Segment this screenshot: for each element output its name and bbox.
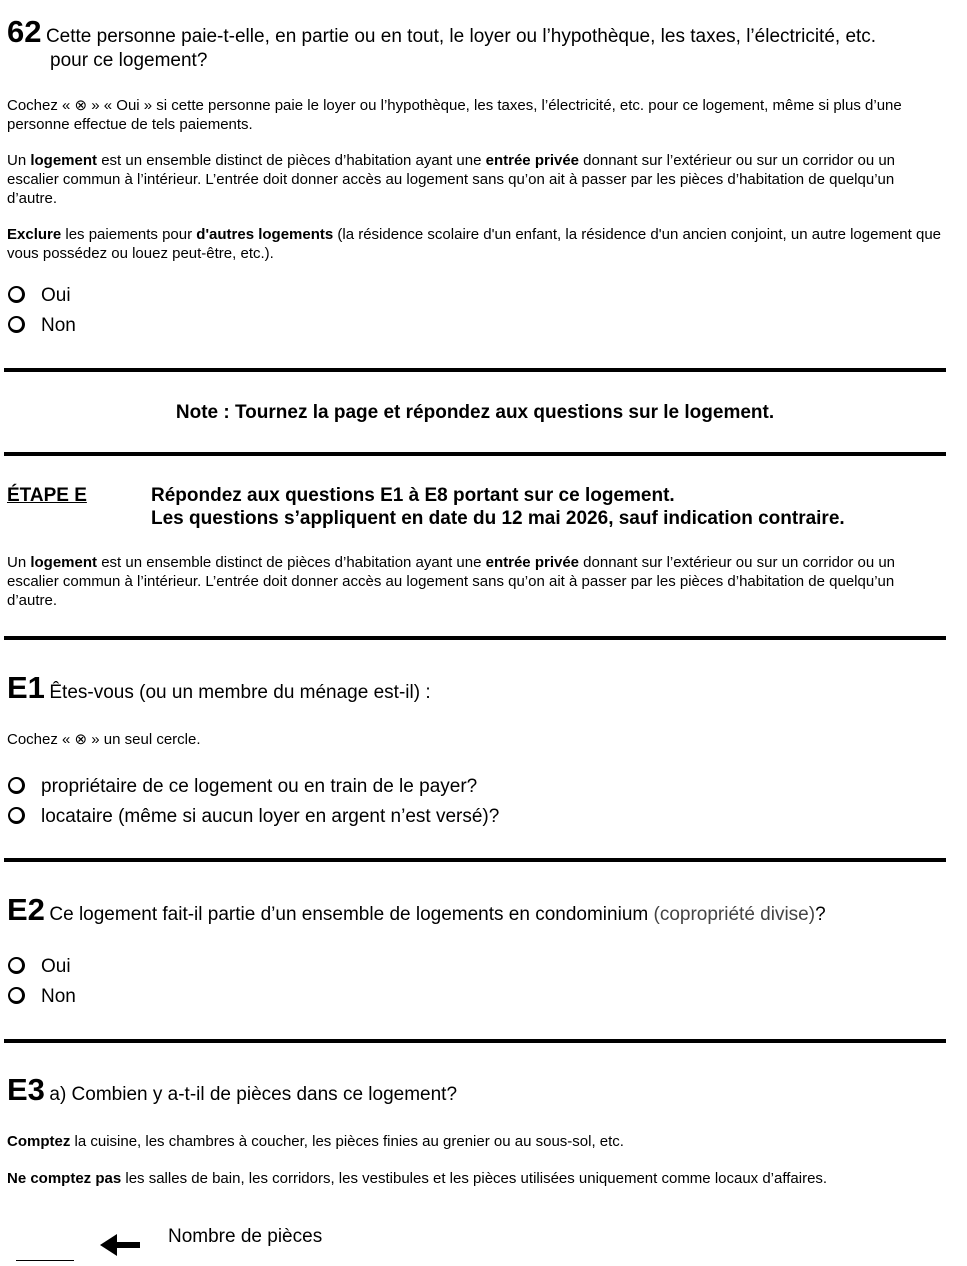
divider [4,636,946,640]
divider [4,368,946,372]
radio-option-oui[interactable] [8,955,71,979]
option-label: Oui [41,956,71,977]
field-label: Nombre de pièces [168,1226,323,1247]
question-number: E3 [7,1072,45,1107]
option-label: propriétaire de ce logement ou en train de le payer? [41,776,478,797]
section-heading-line2: Les questions s’appliquent en date du 12 mai 2026, sauf indication contraire. [151,508,845,529]
exclusion-note: Exclure les paiements pour d'autres logements (la résidence scolaire d'un enfant, la résidence d'un ancien conjoint, un autre logement que vous possédez ou louez peut-être, etc.). [7,226,942,262]
question-text: Êtes-vous (ou un membre du ménage est-il) : [49,682,431,703]
radio-circle[interactable] [8,777,25,794]
note: Note : Tournez la page et répondez aux questions sur le logement. [175,402,775,423]
divider [4,452,946,456]
exclusion-instruction: Ne comptez pas les salles de bain, les corridors, les vestibules et les pièces utilisées uniquement comme locaux d’affaires. [7,1170,828,1187]
question-text: a) Combien y a-t-il de pièces dans ce logement? [49,1084,458,1105]
radio-option-oui[interactable] [8,284,71,308]
question-e1 [7,670,431,706]
definition: Un logement est un ensemble distinct de pièces d’habitation ayant une entrée privée donnant sur l’extérieur ou sur un corridor ou un escalier commun à l’intérieur. L’entrée doit donner accès au logement sans qu’on ait à passer par les pièces d’habitation de quelqu’un d’autre. [7,152,896,207]
option-label: locataire (même si aucun loyer en argent n’est versé)? [41,806,500,827]
question-62 [7,14,957,50]
question-e3 [7,1072,457,1108]
option-label: Non [41,986,76,1007]
question-number: E1 [7,670,45,705]
divider [4,858,946,862]
option-label: Non [41,315,76,336]
instruction: Cochez « ⊗ » « Oui » si cette personne paie le loyer ou l’hypothèque, les taxes, l’électricité, etc. pour ce logement, même si plus d’une personne effectue de tels paiements. [7,97,902,133]
section-heading-line1: Répondez aux questions E1 à E8 portant sur ce logement. [151,485,675,506]
question-text: Cette personne paie-t-elle, en partie ou en tout, le loyer ou l’hypothèque, les taxes, l’électricité, etc. [45,26,877,47]
question-number: E2 [7,892,45,927]
radio-circle[interactable] [8,987,25,1004]
definition: Un logement est un ensemble distinct de pièces d’habitation ayant une entrée privée donnant sur l’extérieur ou sur un corridor ou un escalier commun à l’intérieur. L’entrée doit donner accès au logement sans qu’on ait à passer par les pièces d’habitation de quelqu’un d’autre. [7,554,896,609]
divider [4,1039,946,1043]
question-number: 62 [7,14,42,49]
instruction: Cochez « ⊗ » un seul cercle. [7,731,201,748]
count-instruction: Comptez la cuisine, les chambres à coucher, les pièces finies au grenier ou au sous-sol, etc. [7,1133,624,1150]
question-text: Ce logement fait-il partie d’un ensemble de logements en condominium (copropriété divise)? [49,904,826,925]
radio-option-non[interactable] [8,314,76,338]
question-e2 [7,892,826,928]
radio-option-proprietaire[interactable] [8,775,477,799]
room-count-field[interactable] [16,1238,74,1261]
radio-option-locataire[interactable] [8,805,499,829]
section-label: ÉTAPE E [7,485,87,506]
question-text-continued: pour ce logement? [50,50,208,71]
radio-circle[interactable] [8,957,25,974]
radio-circle[interactable] [8,807,25,824]
arrow-left-icon [100,1232,142,1258]
option-label: Oui [41,285,71,306]
radio-circle[interactable] [8,316,25,333]
radio-circle[interactable] [8,286,25,303]
radio-option-non[interactable] [8,985,76,1009]
